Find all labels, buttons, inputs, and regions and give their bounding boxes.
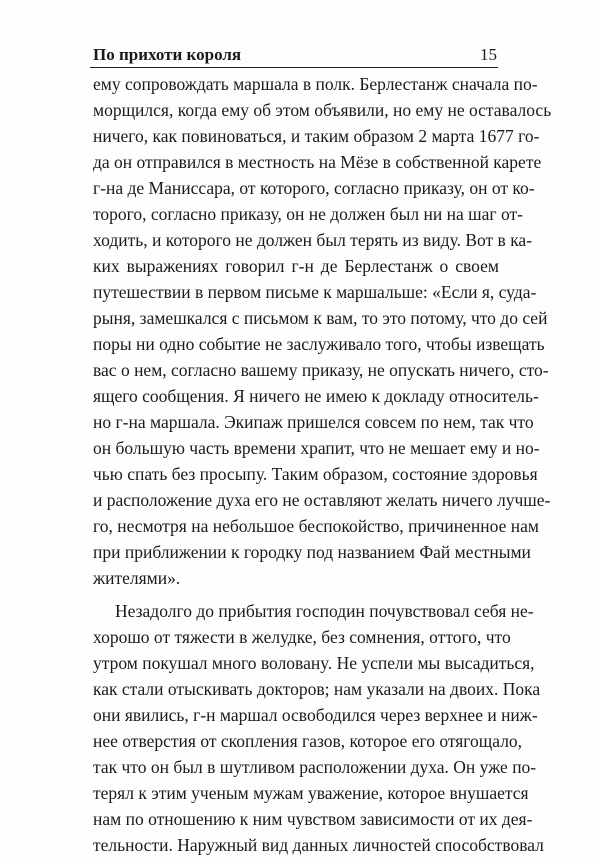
text-line: нее отверстия от скопления газов, которое его отягощало, [93,731,523,751]
text-line: утром покушал много волованy. Не успели мы высадиться, [93,653,535,673]
text-line: так что он был в шутливом расположении духа. Он уже по- [93,757,537,777]
text-line: они явились, г-н маршал освободился через верхнее и ниж- [93,705,538,725]
text-line: как стали отыскивать докторов; нам указали на двоих. Пока [93,679,541,699]
text-line: при приближении к городку под названием Фай местными [93,542,531,562]
text-line: он большую часть времени храпит, что не мешает ему и но- [93,438,540,458]
text-line: ничего, как повиноваться, и таким образом 2 марта 1677 го- [93,126,540,146]
text-line: ящего сообщения. Я ничего не имею к докладу относитель- [93,386,539,406]
header-rule [90,67,498,68]
text-line: вас о нем, согласно вашему приказу, не опускать ничего, сто- [93,360,549,380]
body-text [93,71,552,858]
running-head [93,41,497,65]
text-line: ему сопровождать маршала в полк. Берлестанж сначала по- [93,74,538,94]
page-number: 15 [480,45,497,64]
text-line: ких выражениях говорил г-н де Берлестанж о своем [93,256,499,276]
paragraph-1 [93,71,552,591]
text-line: терял к этим ученым мужам уважение, которое внушается [93,783,529,803]
text-line: го, несмотря на небольшое беспокойство, причиненное нам [93,516,539,536]
text-line: г-на де Маниссара, от которого, согласно приказу, он от ко- [93,178,535,198]
text-line: ходить, и которого не должен был терять из виду. Вот в ка- [93,230,533,250]
text-line: чью спать без просыпу. Таким образом, состояние здоровья [93,464,538,484]
text-line: хорошо от тяжести в желудке, без сомнения, оттого, что [93,627,511,647]
text-line: и расположение духа его не оставляют желать ничего лучше- [93,490,551,510]
text-line: поры ни одно событие не заслуживало того, чтобы извещать [93,334,545,354]
text-line: торого, согласно приказу, он не должен был ни на шаг от- [93,204,523,224]
text-line: морщился, когда ему об этом объявили, но ему не оставалось [93,100,552,120]
paragraph-gap [93,591,499,598]
text-line: Незадолго до прибытия господин почувствовал себя не- [115,601,534,621]
text-line: путешествии в первом письме к маршальше: «Если я, суда- [93,282,537,302]
text-line: но г-на маршала. Экипаж пришелся совсем по нем, так что [93,412,534,432]
text-line: тельности. Наружный вид данных личностей способствовал [93,835,544,855]
running-head-title: По прихоти короля [93,45,242,64]
text-line: жителями». [93,568,181,588]
text-line: рыня, замешкался с письмом к вам, то это потому, что до сей [93,308,548,328]
paragraph-2 [93,598,544,858]
text-line: нам по отношению к ним чувством зависимости от их дея- [93,809,533,829]
text-line: да он отправился в местность на Мёзе в собственной карете [93,152,542,172]
